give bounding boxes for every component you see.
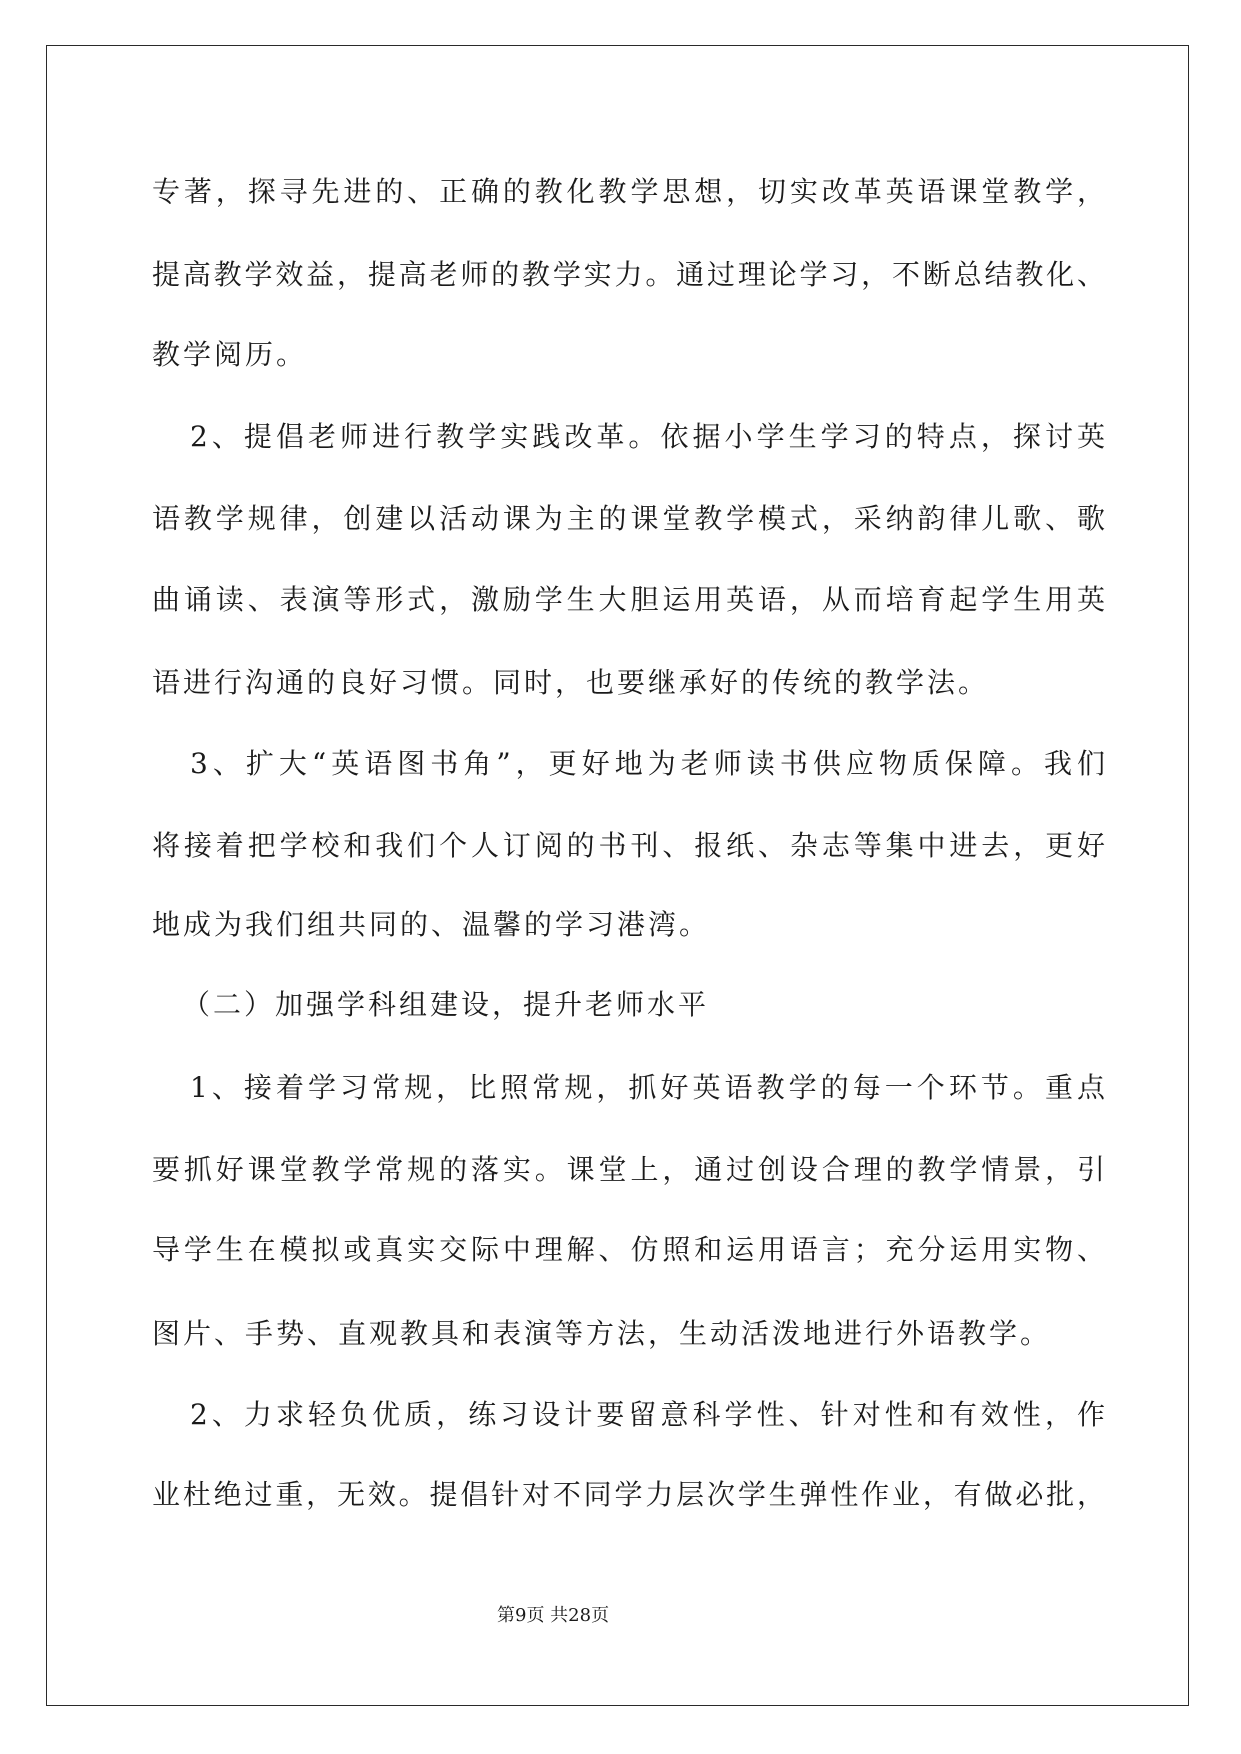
body-text-line: 要抓好课堂教学常规的落实。课堂上，通过创设合理的教学情景，引 <box>152 1153 1105 1186</box>
body-text-line: 曲诵读、表演等形式，激励学生大胆运用英语，从而培育起学生用英 <box>152 583 1105 616</box>
body-text-line: 专著，探寻先进的、正确的教化教学思想，切实改革英语课堂教学， <box>152 175 1105 208</box>
numbered-item-2b-start: 2、力求轻负优质，练习设计要留意科学性、针对性和有效性，作 <box>190 1398 1105 1431</box>
numbered-item-2-start: 2、提倡老师进行教学实践改革。依据小学生学习的特点，探讨英 <box>190 420 1105 453</box>
body-text-line: 语进行沟通的良好习惯。同时，也要继承好的传统的教学法。 <box>152 666 990 699</box>
section-heading: （二）加强学科组建设，提升老师水平 <box>182 988 710 1021</box>
body-text-line: 地成为我们组共同的、温馨的学习港湾。 <box>152 908 711 941</box>
body-text-line: 导学生在模拟或真实交际中理解、仿照和运用语言；充分运用实物、 <box>152 1233 1105 1266</box>
numbered-item-1-start: 1、接着学习常规，比照常规，抓好英语教学的每一个环节。重点 <box>190 1071 1105 1104</box>
body-text-line: 教学阅历。 <box>152 338 308 371</box>
page-number-footer: 第9页 共28页 <box>497 1605 610 1626</box>
body-text-line: 将接着把学校和我们个人订阅的书刊、报纸、杂志等集中进去，更好 <box>152 829 1105 862</box>
body-text-line: 业杜绝过重，无效。提倡针对不同学力层次学生弹性作业，有做必批， <box>152 1478 1105 1511</box>
body-text-line: 提高教学效益，提高老师的教学实力。通过理论学习，不断总结教化、 <box>152 258 1105 291</box>
body-text-line: 语教学规律，创建以活动课为主的课堂教学模式，采纳韵律儿歌、歌 <box>152 502 1105 535</box>
body-text-line: 图片、手势、直观教具和表演等方法，生动活泼地进行外语教学。 <box>152 1317 1052 1350</box>
numbered-item-3-start: 3、扩大“英语图书角”，更好地为老师读书供应物质保障。我们 <box>190 747 1105 780</box>
